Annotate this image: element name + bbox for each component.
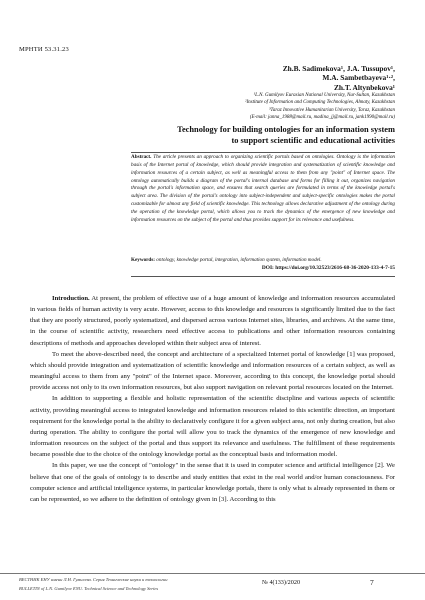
- abstract-bottom-rule: [131, 276, 395, 277]
- udk-code: МРНТИ 53.31.23: [19, 46, 69, 53]
- keywords: [131, 257, 395, 265]
- page-number: 7: [370, 578, 374, 587]
- footer-rule: [0, 573, 425, 574]
- abstract-top-rule: [131, 152, 395, 153]
- author-line: Zh.T. Altynbekova¹: [333, 82, 395, 92]
- paper-title: Technology for building ontologies for an information system to support scientific and educational activities: [177, 125, 395, 145]
- paragraph: In addition to supporting a flexible and holistic representation of the scientific discipline and various aspects of scientific activity, providing meaningful access to integrated knowledge and information resources related to this scientific direction, an important requirement for the knowledge portal is the ability to declaratively configure it for a given subject area, not only during creation, but also during operation. The ability to configure the portal will allow you to track the dynamics of the emergence of new knowledge and information resources on the subject of the portal and thus support its relevance and usefulness. The fulfillment of these requirements became possible due to the choice of the ontology knowledge portal as the conceptual basis and information model.: [30, 395, 395, 459]
- abstract: [131, 154, 395, 225]
- keywords-text: ontology, knowledge portal, integration, information system, information model.: [156, 257, 322, 263]
- author-block: [245, 64, 395, 121]
- keywords-label: Keywords:: [131, 257, 155, 263]
- author-emails: (E-mail: janna_1988@mail.ru, madina_jj@mail.ru, jank1990@mail.ru): [249, 114, 395, 120]
- body-text: [30, 293, 395, 505]
- section-heading: Introduction.: [52, 295, 90, 302]
- author-line: M.A. Sambetbayeva¹·²,: [322, 73, 395, 83]
- author-line: Zh.B. Sadimekova¹, J.A. Tussupov¹,: [282, 64, 395, 73]
- abstract-text: The article presents an approach to organizing scientific portals based on ontologies. Ontology is the information basis of the Internet portal of knowledge, which should provide integration and systematization of scientific knowledge and information resources of a certain subject, as well as meaningful access to them from any "point" of Internet space. The ontology automatically builds a diagram of the portal's internal database and forms for filling it out, organizes navigation through the portal's information space, and ensures that search queries are formulated in terms of the knowledge portal's subject area. The division of the portal's ontology into subject-independent and subject-specific ontologies makes the portal customizable for almost any field of scientific knowledge. This technology allows declarative adjustment of the ontology during the operation of the knowledge portal, which allows you to track the dynamics of the emergence of new knowledge and information resources on the subject of the portal and thus provides support for its relevance and usefulness.: [131, 154, 395, 223]
- journal-name-en: BULLETIN of L.N. Gumilyov ENU. Technical Science and Technology Series: [19, 585, 159, 591]
- paragraph: To meet the above-described need, the concept and architecture of a specialized Internet portal of knowledge [1] was proposed, which should provide integration and systematization of scientific knowledge and information resources of a certain subject, as well as meaningful access to them from any "point" of the Internet space. Moreover, according to this concept, the knowledge portal should provide access not only to its own information resources, but also support navigation on relevant portal resources located on the Internet.: [30, 350, 395, 392]
- abstract-label: Abstract.: [131, 154, 152, 160]
- affiliation: ²Institute of Information and Computing Technologies, Almaty, Kazakhstan: [245, 100, 395, 106]
- doi: DOI: https://doi.org/10.32523/2616-68-36-2020-133-4-7-15: [261, 265, 395, 271]
- paragraph-text: At present, the problem of effective use of a huge amount of knowledge and information resources accumulated in various fields of human activity is very acute. However, access to this knowledge and resources is significantly limited due to the fact that they are poorly structured, poorly systematized, and dispersed across various Internet sites, libraries, and archives. At the same time, in the course of scientific activity, researchers need effective access to publications and other information resources containing descriptions of methods and approaches developed within their subject area of interest.: [30, 295, 395, 347]
- paragraph: In this paper, we use the concept of "ontology" in the sense that it is used in computer science and artificial intelligence [2]. We believe that one of the goals of ontology is to describe and study entities that exist in the real world and/or human consciousness. For computer science and artificial intelligence systems, in particular knowledge portals, there is only what is already represented in them or can be represented, so we adhere to the definition of ontology given in [3]. According to this: [30, 462, 395, 503]
- affiliation: ¹L.N. Gumilyov Eurasian National University, Nur-Sultan, Kazakhstan: [253, 93, 395, 99]
- affiliation: ³Taraz Innovative Humanitarian University, Taraz, Kazakhstan: [269, 107, 395, 113]
- issue-number: № 4(133)/2020: [262, 579, 301, 586]
- journal-name: [19, 576, 167, 593]
- journal-name-ru: ВЕСТНИК ЕНУ имени Л.Н. Гумилева. Серия Технические науки и технологии: [19, 577, 168, 582]
- paragraph: [30, 293, 395, 349]
